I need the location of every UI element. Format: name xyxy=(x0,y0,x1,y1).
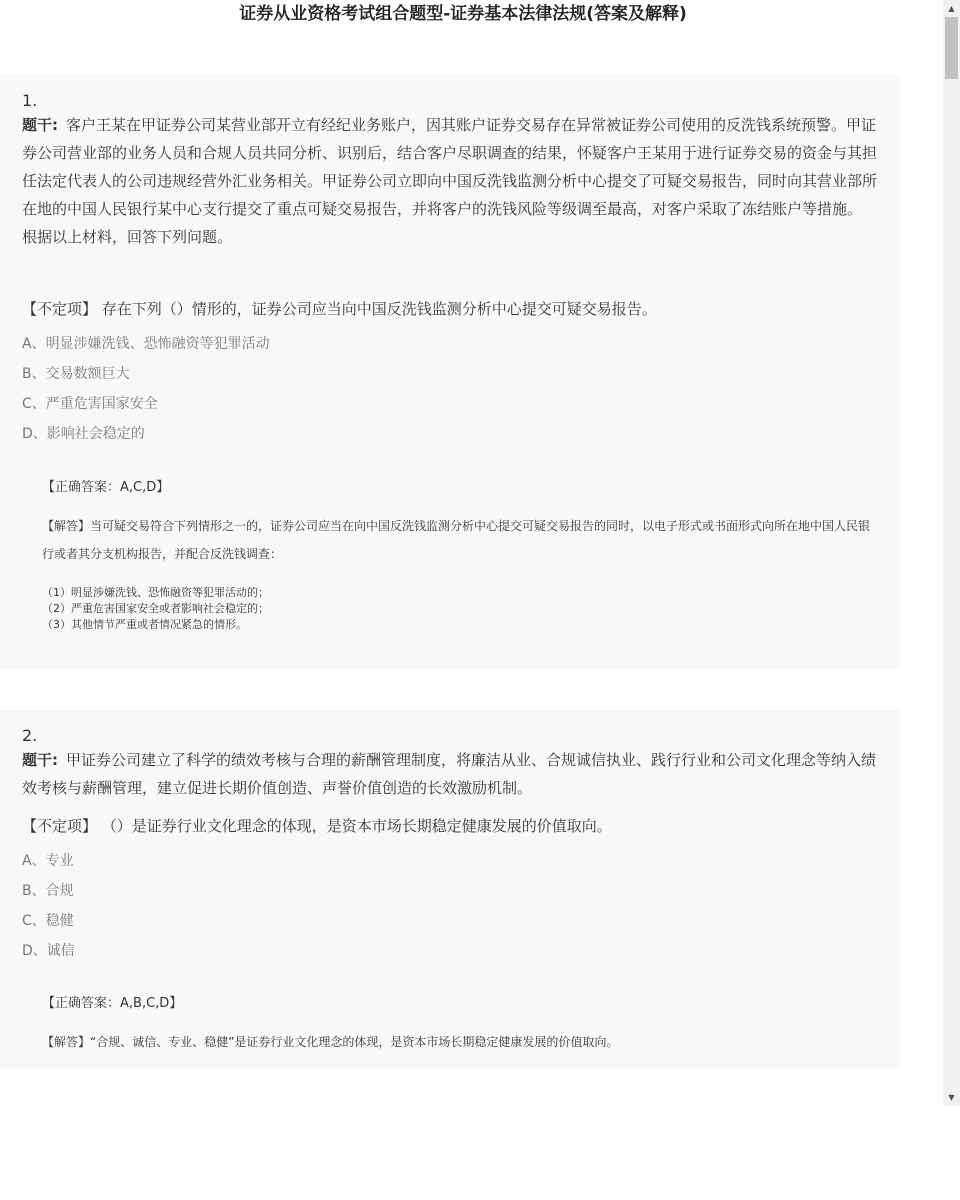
scroll-down-icon[interactable]: ▼ xyxy=(948,1093,955,1102)
option-c[interactable]: C、稳健 xyxy=(22,913,74,929)
correct-answer: 【正确答案：A,C,D】 xyxy=(42,480,170,495)
question-number: 1. xyxy=(22,91,38,110)
explanation: 【解答】“合规、诚信、专业、稳健”是证券行业文化理念的体现，是资本市场长期稳定健康发展的价值取向。 xyxy=(42,1035,619,1049)
stem-text: 甲证券公司建立了科学的绩效考核与合理的薪酬管理制度，将廉洁从业、合规诚信执业、践行行业和公司文化理念等纳入绩效考核与薪酬管理，建立促进长期价值创造、声誉价值创造的长效激励机制。 xyxy=(22,751,877,797)
question-body: 存在下列（）情形的，证券公司应当向中国反洗钱监测分析中心提交可疑交易报告。 xyxy=(101,300,657,318)
question-number: 2. xyxy=(22,726,38,745)
options-list xyxy=(22,846,878,966)
page-title: 证券从业资格考试组合题型-证券基本法律法规(答案及解释) xyxy=(239,4,687,24)
option-d[interactable]: D、影响社会稳定的 xyxy=(22,426,145,442)
correct-answer: 【正确答案：A,B,C,D】 xyxy=(42,996,183,1011)
explanation-points xyxy=(42,585,878,633)
scroll-up-icon[interactable]: ▲ xyxy=(948,4,955,13)
option-c[interactable]: C、严重危害国家安全 xyxy=(22,396,158,412)
option-a[interactable]: A、专业 xyxy=(22,853,74,869)
question-text xyxy=(22,814,878,838)
explanation-point: （3）其他情节严重或者情况紧急的情形。 xyxy=(42,618,247,631)
explanation-point: （2）严重危害国家安全或者影响社会稳定的； xyxy=(42,602,269,615)
option-a[interactable]: A、明显涉嫌洗钱、恐怖融资等犯罪活动 xyxy=(22,336,270,352)
option-b[interactable]: B、交易数额巨大 xyxy=(22,366,130,382)
scroll-thumb[interactable] xyxy=(945,17,958,79)
question-text xyxy=(22,297,878,321)
stem-text: 客户王某在甲证券公司某营业部开立有经纪业务账户，因其账户证券交易存在异常被证券公司使用的反洗钱系统预警。甲证券公司营业部的业务人员和合规人员共同分析、识别后，结合客户尽职调查的结果，怀疑客户王某用于进行证券交易的资金与其担任法定代表人的公司违规经营外汇业务相关。甲证券公司立即向中国反洗钱监测分析中心提交了可疑交易报告，同时向其营业部所在地的中国人民银行某中心支行提交了重点可疑交易报告，并将客户的洗钱风险等级调至最高，对客户采取了冻结账户等措施。 xyxy=(22,116,878,218)
explanation: 【解答】当可疑交易符合下列情形之一的，证券公司应当在向中国反洗钱监测分析中心提交可疑交易报告的同时，以电子形式或书面形式向所在地中国人民银行或者其分支机构报告，并配合反洗钱调查： xyxy=(42,519,871,561)
question-card-1 xyxy=(0,74,900,669)
option-b[interactable]: B、合规 xyxy=(22,883,74,899)
stem-label: 题干: xyxy=(22,751,58,769)
option-d[interactable]: D、诚信 xyxy=(22,943,75,959)
vertical-scrollbar[interactable] xyxy=(943,0,960,1106)
explanation-point: （1）明显涉嫌洗钱、恐怖融资等犯罪活动的； xyxy=(42,586,269,599)
options-list xyxy=(22,329,878,449)
question-card-2 xyxy=(0,709,900,1068)
answer-block xyxy=(22,994,878,1056)
question-type-label: 【不定项】 xyxy=(22,817,98,835)
question-stem xyxy=(22,746,878,802)
question-type-label: 【不定项】 xyxy=(22,300,98,318)
question-body: （）是证券行业文化理念的体现，是资本市场长期稳定健康发展的价值取向。 xyxy=(101,817,612,835)
stem-label: 题干: xyxy=(22,116,58,134)
answer-block xyxy=(22,478,878,633)
question-prompt: 根据以上材料，回答下列问题。 xyxy=(22,228,233,246)
question-stem xyxy=(22,111,878,223)
